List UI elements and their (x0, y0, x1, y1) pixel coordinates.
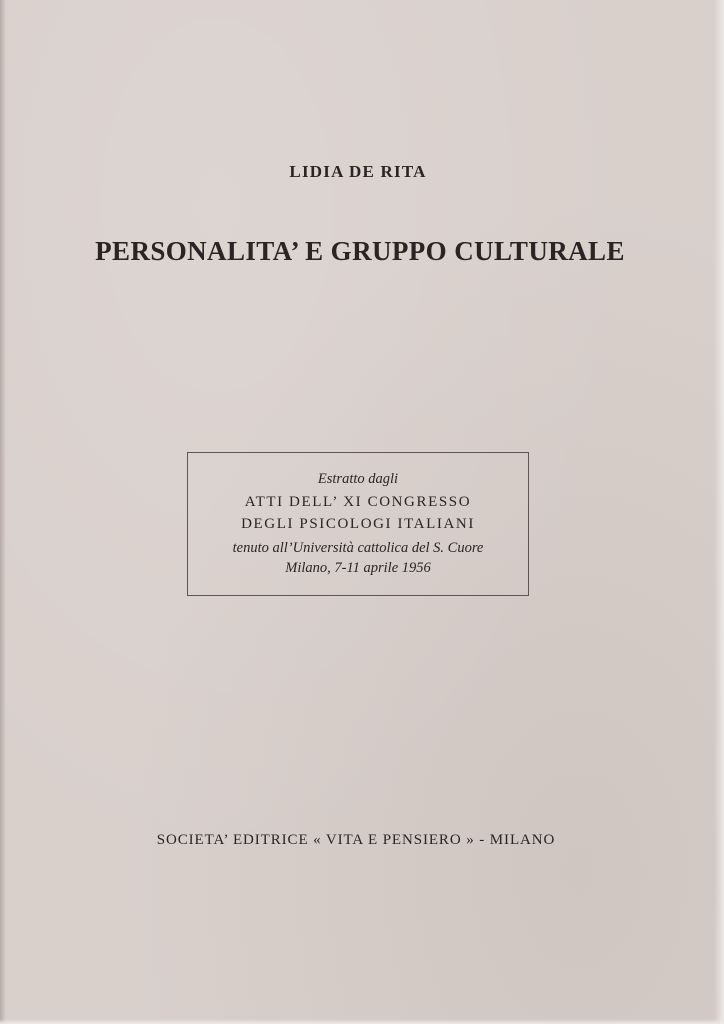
publisher-imprint: SOCIETA’ EDITRICE « VITA E PENSIERO » - MILANO (156, 832, 556, 848)
extract-intro: Estratto dagli (317, 471, 399, 487)
cover-right-edge (714, 0, 724, 1024)
congress-place-date: Milano, 7-11 aprile 1956 (285, 560, 431, 576)
cover-left-edge (0, 0, 6, 1024)
extract-box (187, 452, 529, 596)
author-name: LIDIA DE RITA (289, 162, 427, 181)
cover-bottom-edge (0, 1019, 724, 1024)
proceedings-title-line-1: ATTI DELL’ XI CONGRESSO (244, 494, 472, 510)
book-title: PERSONALITA’ E GRUPPO CULTURALE (95, 236, 625, 266)
congress-venue: tenuto all’Università cattolica del S. Cuore (232, 540, 484, 556)
proceedings-title-line-2: DEGLI PSICOLOGI ITALIANI (241, 516, 475, 532)
